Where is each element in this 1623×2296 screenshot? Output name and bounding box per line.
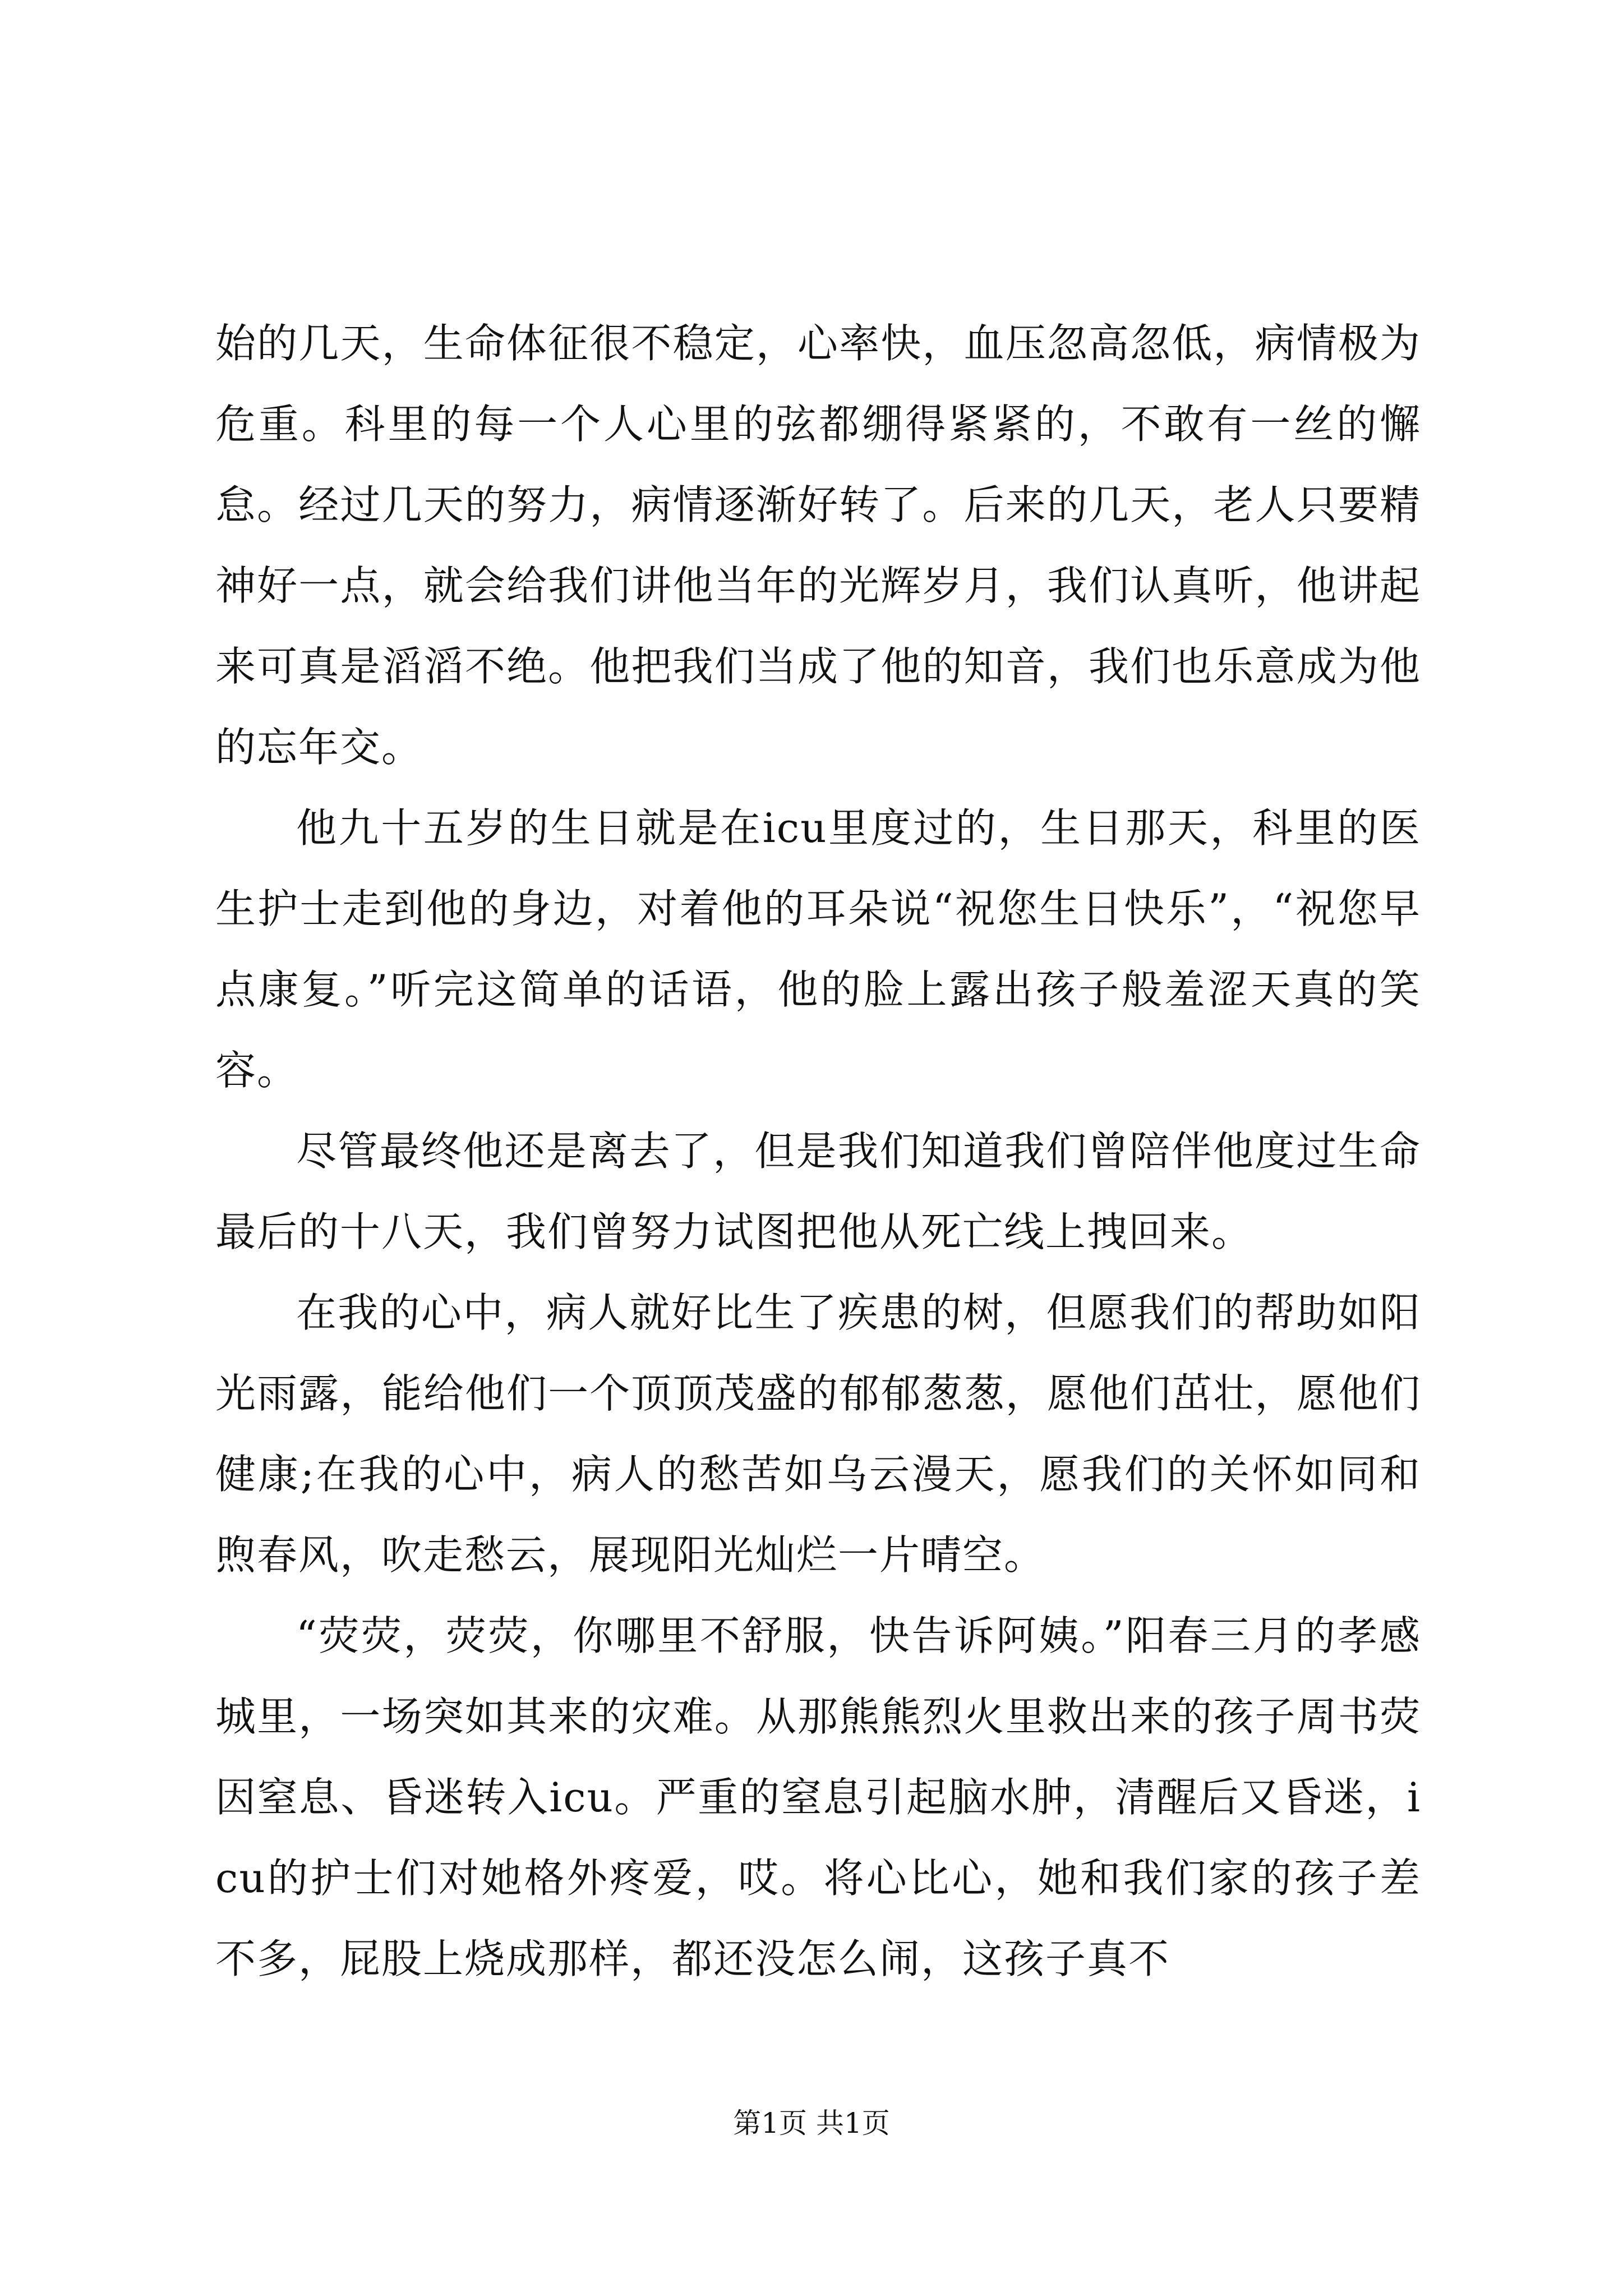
paragraph-3: 尽管最终他还是离去了，但是我们知道我们曾陪伴他度过生命最后的十八天，我们曾努力试图把他从死亡线上拽回来。 [215,1128,1421,1255]
paragraph-5: “荧荧，荧荧，你哪里不舒服，快告诉阿姨。”阳春三月的孝感城里，一场突如其来的灾难。从那熊熊烈火里救出来的孩子周书荧因窒息、昏迷转入icu。严重的窒息引起脑水肿，清醒后又昏迷，icu的护士们对她格外疼爱，哎。将心比心，她和我们家的孩子差不多，屁股上烧成那样，都还没怎么闹，这孩子真不 [215,1612,1421,1982]
paragraph-2: 他九十五岁的生日就是在icu里度过的，生日那天，科里的医生护士走到他的身边，对着他的耳朵说“祝您生日快乐”，“祝您早点康复。”听完这简单的话语，他的脸上露出孩子般羞涩天真的笑容。 [215,804,1421,1094]
paragraph-1: 始的几天，生命体征很不稳定，心率快，血压忽高忽低，病情极为危重。科里的每一个人心里的弦都绷得紧紧的，不敢有一丝的懈怠。经过几天的努力，病情逐渐好转了。后来的几天，老人只要精神好一点，就会给我们讲他当年的光辉岁月，我们认真听，他讲起来可真是滔滔不绝。他把我们当成了他的知音，我们也乐意成为他的忘年交。 [215,320,1421,771]
document-body [215,303,1421,1999]
page-footer: 第1页 共1页 [733,2107,890,2139]
paragraph-4: 在我的心中，病人就好比生了疾患的树，但愿我们的帮助如阳光雨露，能给他们一个顶顶茂盛的郁郁葱葱，愿他们茁壮，愿他们健康;在我的心中，病人的愁苦如乌云漫天，愿我们的关怀如同和煦春风，吹走愁云，展现阳光灿烂一片晴空。 [215,1289,1421,1579]
